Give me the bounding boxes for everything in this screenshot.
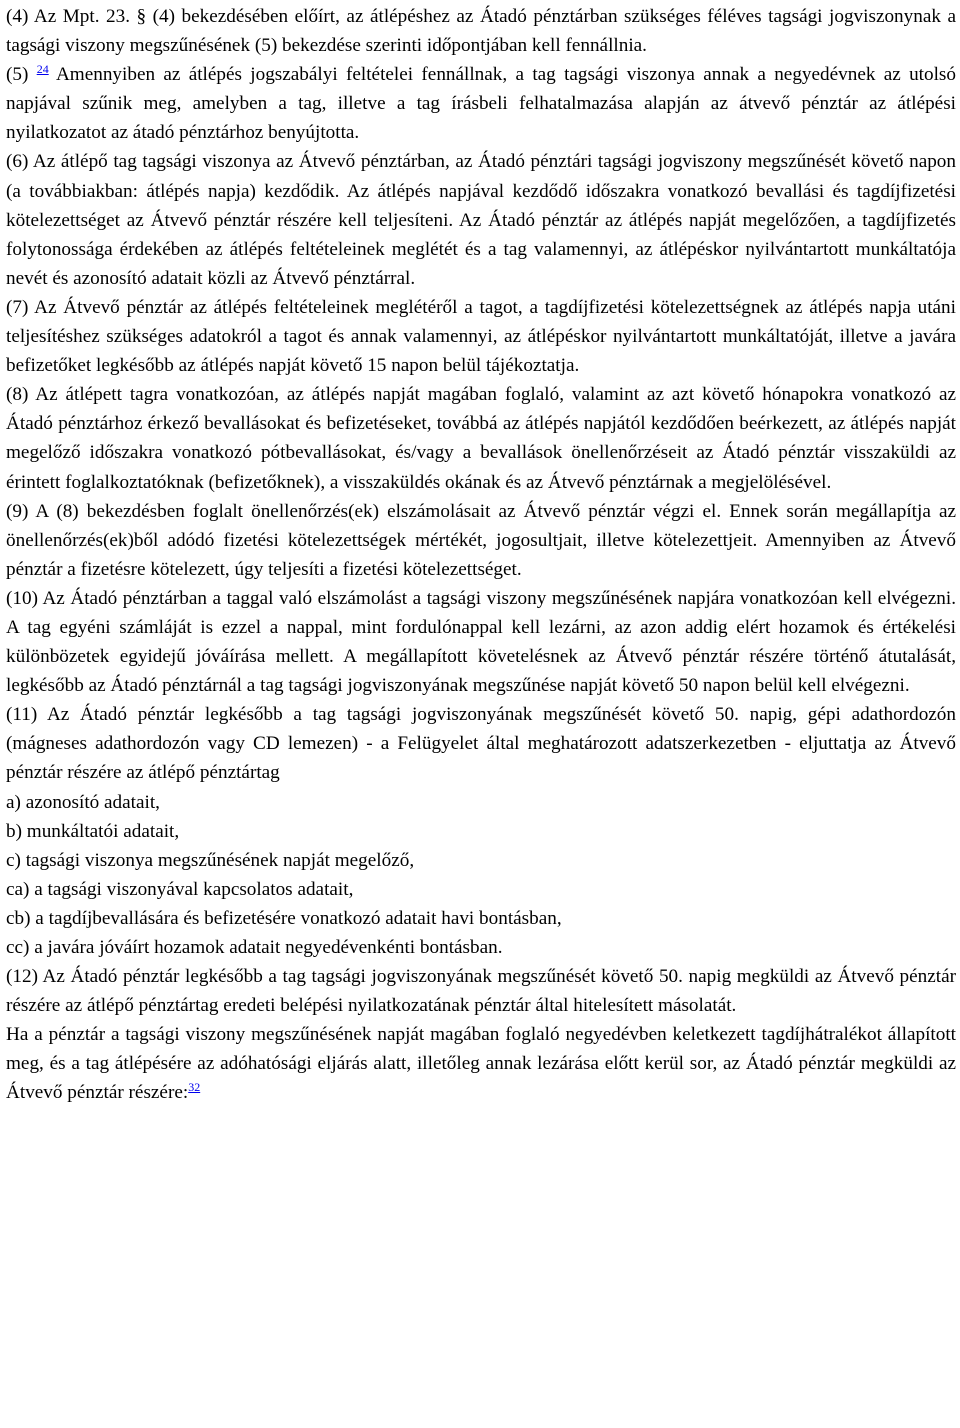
paragraph-4: (4) Az Mpt. 23. § (4) bekezdésében előírt, az átlépéshez az Átadó pénztárban szükséges féléves tagsági jogviszonynak a tagsági viszony megszűnésének (5) bekezdése szerinti időpontjában kell fennállnia. — [6, 6, 956, 57]
paragraph-5-text: Amennyiben az átlépés jogszabályi feltételei fennállnak, a tag tagsági viszonya annak a negyedévnek az utolsó napjával szűnik meg, amelyben a tag, illetve a tag írásbeli felhatalmazása alapján az átvevő pénztár az átlépési nyilatkozatot az átadó pénztárhoz benyújtotta. — [6, 64, 956, 144]
list-item-cc: cc) a javára jóváírt hozamok adatait negyedévenkénti bontásban. — [6, 937, 503, 958]
list-item-cb: cb) a tagdíjbevallására és befizetésére vonatkozó adatait havi bontásban, — [6, 907, 562, 929]
paragraph-13-text: Ha a pénztár a tagsági viszony megszűnésének napját magában foglaló negyedévben keletkezett tagdíjhátralékot állapított meg, és a tag átlépésére az adóhatósági eljárás alatt, illetőleg annak lezárása előtt kerül sor, az Átadó pénztár megküldi az Átvevő pénztár részére: — [6, 1024, 956, 1104]
paragraph-8: (8) Az átlépett tagra vonatkozóan, az átlépés napját magában foglaló, valamint az azt követő hónapokra vonatkozó az Átadó pénztárhoz érkező bevallásokat és befizetéseket, továbbá az átlépés napjától kezdődően beérkezett, az átlépés napját megelőző időszakra vonatkozó pótbevallásokat, és/vagy a bevallások önellenőrzéseit az Átadó pénztár visszaküldi az érintett foglalkoztatóknak (befizetőknek), a visszaküldés okának és az Átvevő pénztárnak a megjelölésével. — [6, 384, 956, 493]
document-page — [6, 2, 956, 1108]
footnote-link-24[interactable]: 24 — [36, 62, 49, 77]
paragraph-5 — [6, 60, 956, 147]
paragraph-13 — [6, 1020, 956, 1107]
paragraph-11: (11) Az Átadó pénztár legkésőbb a tag tagsági jogviszonyának megszűnését követő 50. napig, gépi adathordozón (mágneses adathordozón vagy CD lemezen) - a Felügyelet által meghatározott adatszerkezetben - eljuttatja az Átvevő pénztár részére az átlépő pénztártag — [6, 704, 956, 784]
paragraph-12: (12) Az Átadó pénztár legkésőbb a tag tagsági jogviszonyának megszűnését követő 50. napig megküldi az Átvevő pénztár részére az átlépő pénztártag eredeti belépési nyilatkozatának pénztár által hitelesített másolatát. — [6, 966, 956, 1017]
list-item-c: c) tagsági viszonya megszűnésének napját megelőző, — [6, 849, 415, 871]
paragraph-9: (9) A (8) bekezdésben foglalt önellenőrzés(ek) elszámolásait az Átvevő pénztár végzi el. Ennek során megállapítja az önellenőrzés(ek)ből adódó fizetési kötelezettségek mértékét, jogosultjait, illetve kötelezettjeit. Amennyiben az Átvevő pénztár a fizetésre kötelezett, úgy teljesíti a fizetési kötelezettséget. — [6, 500, 956, 580]
list-item-b: b) munkáltatói adatait, — [6, 820, 180, 842]
paragraph-6: (6) Az átlépő tag tagsági viszonya az Átvevő pénztárban, az Átadó pénztári tagsági jogviszony megszűnését követő napon (a továbbiakban: átlépés napja) kezdődik. Az átlépés napjával kezdődő időszakra vonatkozó bevallási és tagdíjfizetési kötelezettséget az Átvevő pénztár részére kell teljesíteni. Az Átadó pénztár az átlépés napját megelőzően, a tagdíjfizetés folytonossága érdekében az átlépés feltételeinek meglétét és a tag valamennyi, az átlépéskor nyilvántartott munkáltatója nevét és azonosító adatait közli az Átvevő pénztárral. — [6, 151, 956, 289]
paragraph-10: (10) Az Átadó pénztárban a taggal való elszámolást a tagsági viszony megszűnésének napjára vonatkozóan kell elvégezni. A tag egyéni számláját is ezzel a nappal, mint fordulónappal kell lezárni, az azon addig elért hozamok és értékelési különbözetek egyidejű jóváírása mellett. A megállapított követelésnek az Átvevő pénztár részére történő átutalását, legkésőbb az Átadó pénztárnál a tag tagsági jogviszonyának megszűnése napját követő 50 napon belül kell elvégezni. — [6, 587, 956, 697]
paragraph-5-number: (5) — [6, 64, 37, 86]
list-item-a: a) azonosító adatait, — [6, 791, 160, 813]
list-item-ca: ca) a tagsági viszonyával kapcsolatos adatait, — [6, 878, 354, 900]
paragraph-7: (7) Az Átvevő pénztár az átlépés feltételeinek meglétéről a tagot, a tagdíjfizetési kötelezettségnek az átlépés napja utáni teljesítéshez szükséges adatokról a tagot és annak valamennyi, az átlépéskor nyilvántartott munkáltatóját, illetve a javára befizetőket legkésőbb az átlépés napját követő 15 napon belül tájékoztatja. — [6, 296, 956, 377]
footnote-link-32[interactable]: 32 — [188, 1080, 201, 1095]
